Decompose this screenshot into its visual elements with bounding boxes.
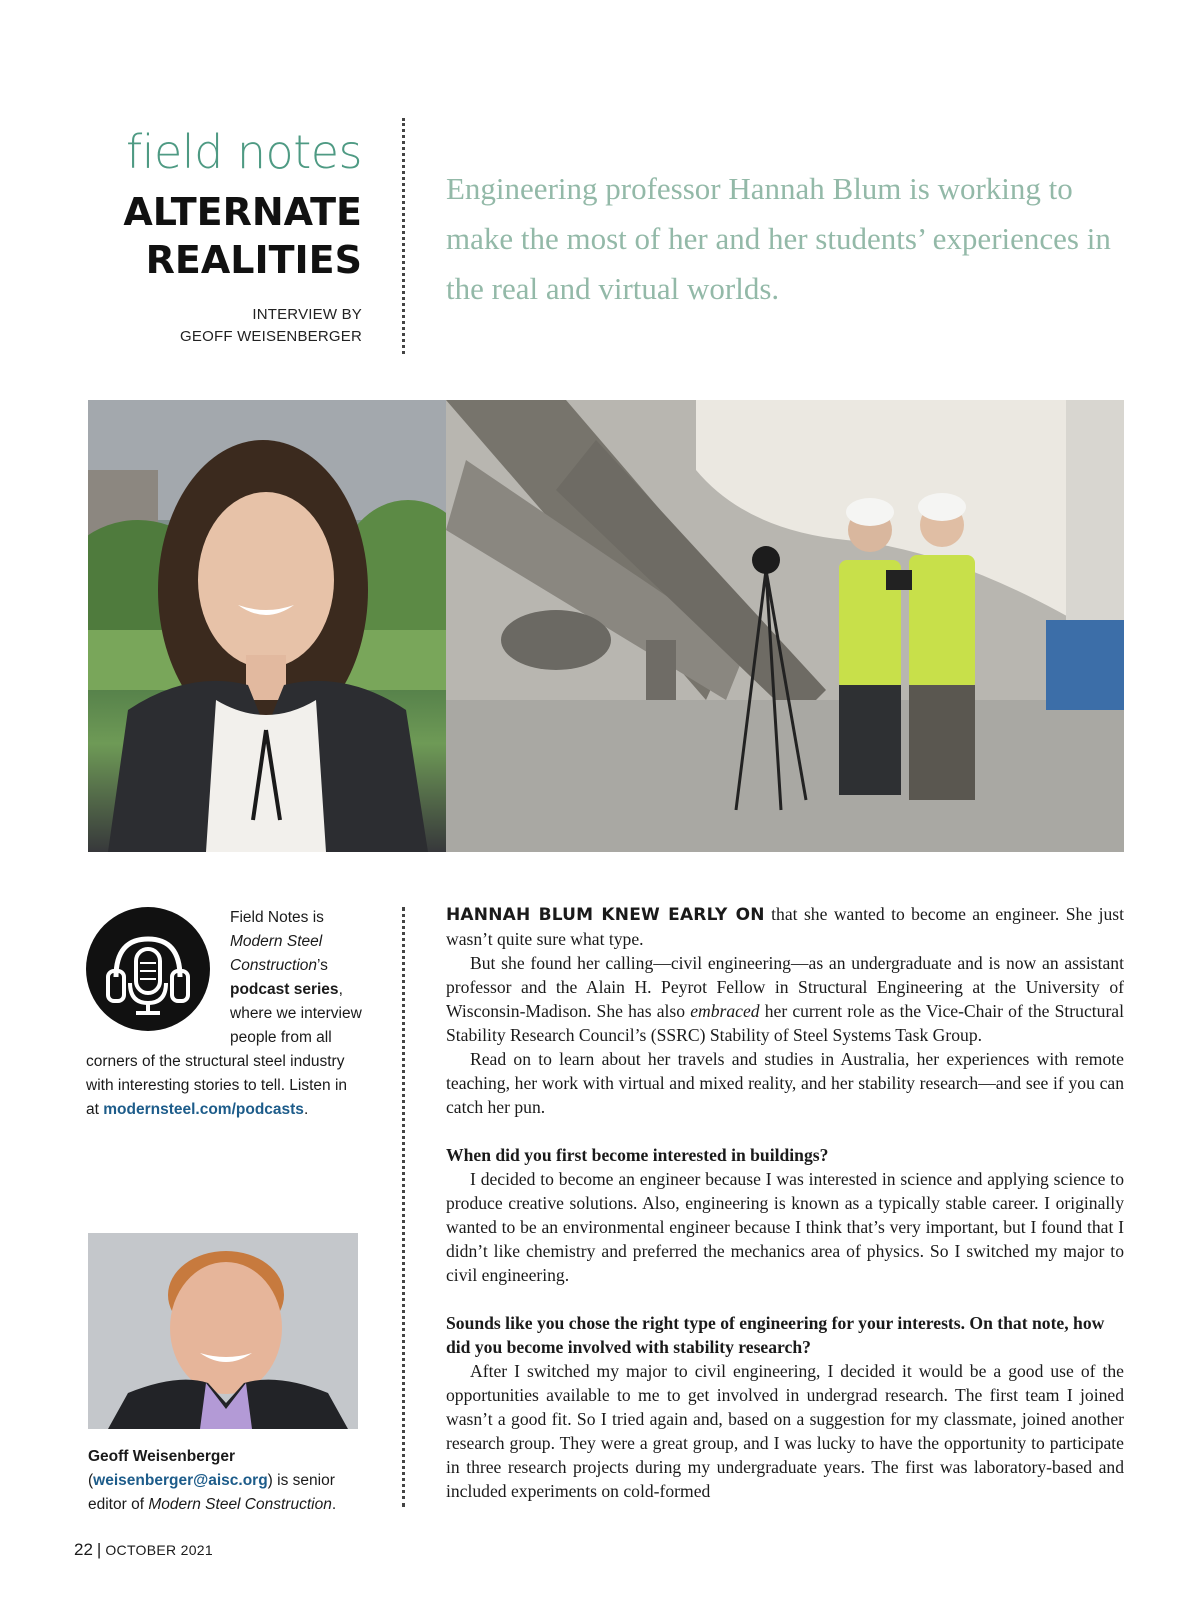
article-header	[90, 124, 362, 348]
publication-name: Construction	[230, 957, 318, 974]
author-bio-end: .	[331, 1496, 337, 1513]
author-bio	[88, 1445, 378, 1517]
interview-answer-2: After I switched my major to civil engineering, I decided it would be a good use of the opportunities available to me to get involved in undergrad research. The first team I joined wasn’t a good fit. So I tried again and, based on a suggestion for my classmate, joined another research group. They were a great group, and I was lucky to have the opportunity to participate in three research projects during my undergraduate years. The first was laboratory-based and included experiments on cold-formed	[446, 1361, 1124, 1501]
author-bio-open: (	[88, 1472, 94, 1489]
portrait-photo-art	[88, 400, 446, 852]
article-paragraph-2-a: But she found her calling—civil engineering—as an undergraduate and is now an assistant professor and the Alain H. Peyrot Fellow in Structural Engineering at the University of Wisconsin-Madison. She has also	[446, 953, 1124, 1021]
dotted-divider-bottom	[402, 907, 405, 1507]
podcast-line-7: corners of the structural steel industry	[86, 1053, 345, 1070]
podcast-microphone-headphones-icon	[86, 907, 210, 1031]
byline	[90, 304, 362, 348]
interview-question-1: When did you first become interested in buildings?	[446, 1145, 829, 1165]
byline-line-2: GEOFF WEISENBERGER	[180, 328, 362, 345]
podcast-line-8: with interesting stories to tell. Listen in	[86, 1077, 348, 1094]
jobsite-photo	[446, 400, 1124, 852]
article-paragraph-1	[446, 902, 1124, 951]
article-emphasis: embraced	[690, 1001, 760, 1021]
article-body	[446, 902, 1124, 1503]
author-email-link[interactable]: weisenberger@aisc.org	[93, 1472, 268, 1489]
section-label: field notes	[126, 125, 362, 179]
jobsite-photo-art	[446, 400, 1124, 852]
podcast-line-5: where we interview	[230, 1005, 362, 1022]
page-footer	[74, 1540, 213, 1560]
article-paragraph-2	[446, 951, 1124, 1047]
headline-line-2: REALITIES	[145, 238, 362, 282]
dotted-divider-top	[402, 118, 405, 354]
byline-line-1: INTERVIEW BY	[252, 306, 362, 323]
page-number: 22	[74, 1540, 93, 1559]
comma: ,	[338, 981, 343, 998]
podcast-line-6: people from all	[230, 1029, 332, 1046]
possessive-suffix: ’s	[317, 957, 328, 974]
author-bio-text-1: ) is senior	[267, 1472, 335, 1489]
footer-separator: |	[96, 1540, 102, 1559]
podcast-line-2: Modern Steel	[230, 933, 323, 950]
headline-line-1: ALTERNATE	[123, 190, 362, 234]
author-photo-art	[88, 1233, 358, 1429]
podcast-blurb-wrapped	[230, 906, 378, 1050]
period: .	[303, 1101, 309, 1118]
author-bio-text-2: editor of	[88, 1496, 149, 1513]
podcast-series-label: podcast series	[230, 981, 339, 998]
article-paragraph-3: Read on to learn about her travels and studies in Australia, her experiences with remote teaching, her work with virtual and mixed reality, and her stability research—and see if you can catch her pun.	[446, 1049, 1124, 1117]
author-publication: Modern Steel Construction	[148, 1496, 332, 1513]
podcast-icon-graphic	[86, 907, 210, 1031]
podcast-blurb-full	[86, 1050, 386, 1122]
issue-date: OCTOBER 2021	[105, 1542, 213, 1558]
article-headline	[90, 188, 362, 284]
interview-answer-1: I decided to become an engineer because I was interested in science and applying science to produce creative solutions. Also, engineering is known as a typically stable career. I originally wanted to be an environmental engineer because I think that’s very important, but I found that I didn’t like chemistry and preferred the mechanics area of physics. So I switched my major to civil engineering.	[446, 1169, 1124, 1285]
podcast-line-9	[86, 1098, 386, 1122]
article-paragraph-1-text: that she wanted to become an engineer. She just wasn’t quite sure what type.	[446, 904, 1124, 949]
article-deck: Engineering professor Hannah Blum is working to make the most of her and her students’ experiences in the real and virtual worlds.	[446, 171, 1111, 306]
interview-question-2: Sounds like you chose the right type of engineering for your interests. On that note, how did you become involved with stability research?	[446, 1313, 1105, 1357]
podcast-line-1: Field Notes is	[230, 909, 324, 926]
podcast-line-3	[230, 954, 378, 978]
author-photo-geoff-weisenberger	[88, 1233, 358, 1429]
author-name: Geoff Weisenberger	[88, 1448, 236, 1465]
podcast-at: at	[86, 1101, 104, 1118]
portrait-photo-hannah-blum	[88, 400, 446, 852]
podcast-line-4	[230, 978, 378, 1002]
podcast-link[interactable]: modernsteel.com/podcasts	[103, 1101, 304, 1118]
article-lead-in: HANNAH BLUM KNEW EARLY ON	[446, 905, 765, 925]
article-paragraph-2-b: her current role as the Vice-Chair of the Structural Stability Research Council’s (SSRC) Stability of Steel Systems Task Group.	[446, 1001, 1124, 1045]
